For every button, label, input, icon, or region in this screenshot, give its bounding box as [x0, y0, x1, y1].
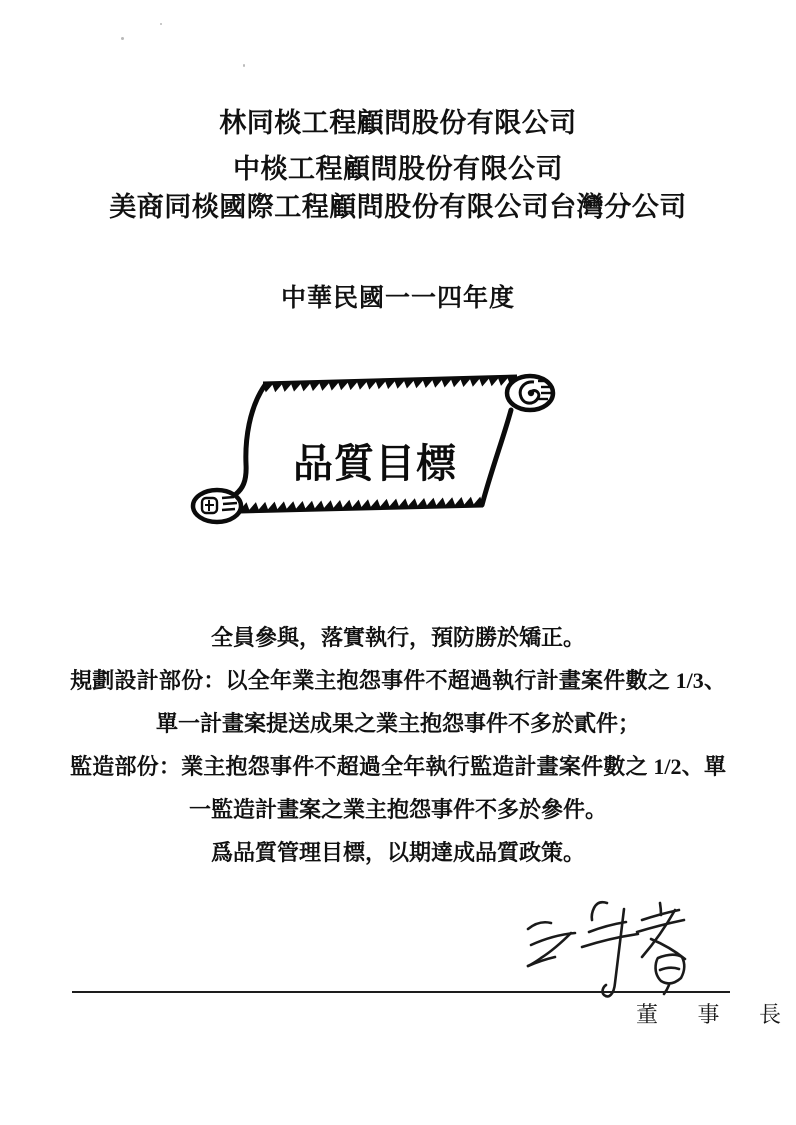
fiscal-year-line: 中華民國一一四年度 [280, 285, 515, 312]
signature-line [72, 991, 730, 993]
banner-title: 品質目標 [293, 442, 457, 486]
policy-line: 規劃設計部份：以全年業主抱怨事件不超過執行計畫案件數之 1/3、 [70, 668, 726, 693]
policy-line: 單一計畫案提送成果之業主抱怨事件不多於貳件； [155, 711, 640, 736]
policy-line: 一監造計畫案之業主抱怨事件不多於參件。 [188, 797, 607, 822]
company-name-3: 美商同棪國際工程顧問股份有限公司台灣分公司 [109, 192, 687, 222]
policy-line: 全員參與，落實執行，預防勝於矯正。 [210, 625, 585, 650]
scan-speck [121, 37, 124, 40]
scan-speck [160, 23, 162, 25]
scroll-curl-bottom-left-icon [193, 490, 241, 522]
policy-line: 監造部份：業主抱怨事件不超過全年執行監造計畫案件數之 1/2、單 [70, 754, 726, 779]
company-name-2: 中棪工程顧問股份有限公司 [233, 154, 563, 184]
policy-line: 爲品質管理目標，以期達成品質政策。 [210, 840, 585, 865]
signer-title: 董 事 長 [636, 1002, 792, 1027]
quality-goal-banner [185, 368, 565, 530]
company-name-1: 林同棪工程顧問股份有限公司 [219, 108, 577, 138]
scan-speck [243, 64, 245, 67]
policy-body [0, 616, 796, 874]
scroll-curl-top-right-icon [507, 376, 553, 410]
